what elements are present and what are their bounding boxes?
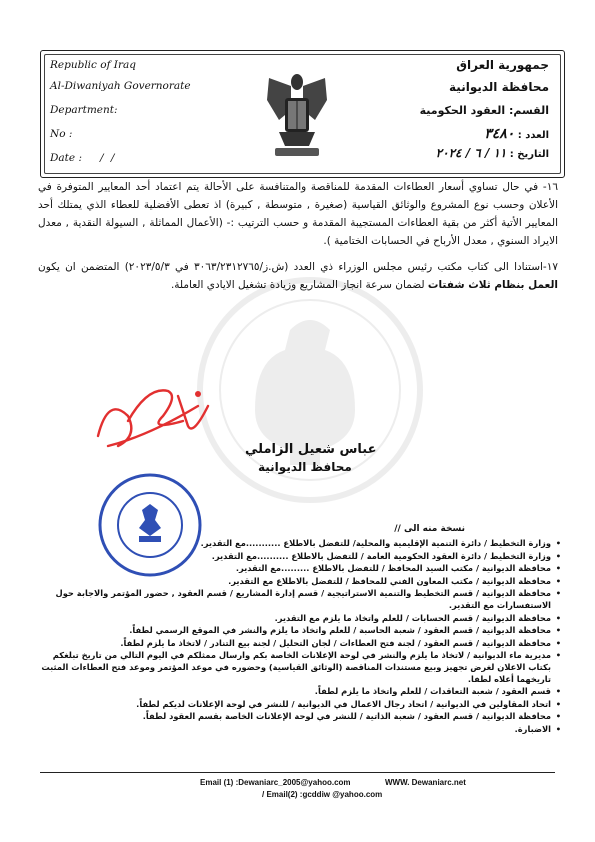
paragraph-17 — [38, 258, 558, 294]
signatory-name: عباس شعيل الزاملي — [245, 442, 377, 457]
footer-website: WWW. Dewaniarc.net — [385, 778, 466, 787]
footer-email-1: Email (1) :Dewaniarc_2005@yahoo.com — [200, 778, 351, 787]
copy-item: • اتحاد المقاولين في الديوانية / اتحاد رجال الاعمال في الديوانية / للنشر في لوحة الإعلانات لديكم لطفاً. — [41, 699, 561, 711]
copy-item: • محافظة الديوانية / مكتب السيد المحافظ / للتفضل بالاطلاع .........مع التقدير. — [41, 563, 561, 575]
header-date-value-ar: ١١ / ٦ / ٢٠٢٤ — [435, 146, 507, 160]
header-date-slashes: / / — [100, 152, 117, 164]
header-governorate-en: Al-Diwaniyah Governorate — [50, 80, 191, 92]
copy-item: • وزارة التخطيط / دائرة العقود الحكومية العامة / للتفضل بالاطلاع ..........مع التقدير. — [41, 551, 561, 563]
header-governorate-ar: محافظة الديوانية — [449, 80, 549, 94]
paragraph-17-bold: العمل بنظام ثلاث شفتات — [427, 279, 558, 291]
iraq-eagle-emblem-icon — [265, 60, 329, 170]
copy-item: • محافظة الديوانية / قسم الحسابات / للعلم واتخاذ ما يلزم مع التقدير. — [41, 613, 561, 625]
copy-item: • محافظة الديوانية / قسم التخطيط والتنمية الاستراتيجية / قسم إدارة المشاريع / قسم العقود , حضور المؤتمر والاجابة حول الاستفسارات مع التقدير. — [41, 588, 561, 611]
copy-item: • محافظة الديوانية / قسم العقود / شعبة الحاسبة / للعلم واتخاذ ما يلزم والنشر في الموقع الرسمي لطفاً. — [41, 625, 561, 637]
footer-email-2: / Email(2) :gcddiw @yahoo.com — [262, 790, 383, 799]
header-no-label: No : — [50, 128, 73, 140]
handwritten-signature — [88, 376, 218, 456]
paragraph-16: ١٦- في حال تساوي أسعار العطاءات المقدمة للمناقصة والمتنافسة على الأحالة يتم اعتماد أحد المعايير المتوفرة في الأعلان وحسب نوع المشروع والوثائق القياسية (صغيرة , متوسطة , كبيرة) اذ تعطى الأفضلية للعطاء الذي يمتلك أحد المعايير الأتية أكثر من بقية العطاءات المستجيبة المقدمة و حسب الترتيب :- (الأعمال المماثلة , السيولة النقدية , معدل الايراد السنوي , معدل الأرباح في الحسابات الختامية ). — [38, 181, 558, 247]
copy-item: • مديرية ماء الديوانية / لاتخاذ ما يلزم والنشر في لوحة الإعلانات الخاصة بكم وارسال ممثلكم في اليوم التالي من تاريخ تبلغكم بكتاب الاعلان لغرض تجهيز وبيع مستندات المناقصة (الوثائق القياسية) وحضوره في موعد المؤتمر وموعد فتح العطاءات المثبت تاريخهما أعلاه لطفا. — [41, 650, 561, 685]
header-country-en: Republic of Iraq — [50, 59, 136, 71]
header-number-label: العدد : — [517, 130, 549, 141]
header-date-row — [436, 146, 549, 160]
header-department-label: Department: — [50, 104, 118, 116]
watermark-emblem — [190, 270, 430, 510]
header-number-row — [484, 126, 549, 142]
paragraph-17-text-2: لضمان سرعة انجاز المشاريع وزيادة تشغيل الايادي العاملة. — [170, 279, 425, 291]
copies-list — [41, 538, 561, 737]
header-date-label: Date : — [50, 152, 82, 164]
copy-item: • محافظة الديوانية / قسم العقود / لجنة فتح العطاءات / لجان التحليل / لجنة بيع التنادر / لاتخاذ ما يلزم لطفاً. — [41, 638, 561, 650]
header-number-value: ٣٤٨٠ — [484, 126, 515, 142]
header-department-ar: القسم: العقود الحكومية — [419, 104, 549, 117]
header-country-ar: جمهورية العراق — [456, 58, 549, 72]
copy-item: • وزارة التخطيط / دائرة التنمية الإقليمية والمحلية/ للتفضل بالاطلاع ...........مع التقدير. — [41, 538, 561, 550]
paragraph-17-text-1: ١٧-استنادا الى كتاب مكتب رئيس مجلس الوزراء ذي العدد (ش.ز/٣٠٦٣/٢٣١٢٧٦٥ في ٢٠٢٣/٥/٣) المتضمن ان يكون — [38, 261, 558, 273]
footer-rule — [40, 772, 555, 773]
header-date-label-ar: التاريخ : — [509, 149, 549, 160]
copy-item: • محافظة الديوانية / قسم العقود / شعبة الذاتية / للنشر في لوحة الإعلانات الخاصة بقسم العقود لطفاً. — [41, 711, 561, 723]
copy-item: • محافظة الديوانية / مكتب المعاون الفني للمحافظ / للتفضل بالاطلاع مع التقدير. — [41, 576, 561, 588]
copy-item: • الاضبارة. — [41, 724, 561, 736]
copy-item: • قسم العقود / شعبة التعاقدات / للعلم واتخاذ ما يلزم لطفاً. — [41, 686, 561, 698]
copies-title: نسخة منه الى // — [394, 524, 465, 534]
signatory-title: محافظ الديوانية — [258, 460, 352, 474]
